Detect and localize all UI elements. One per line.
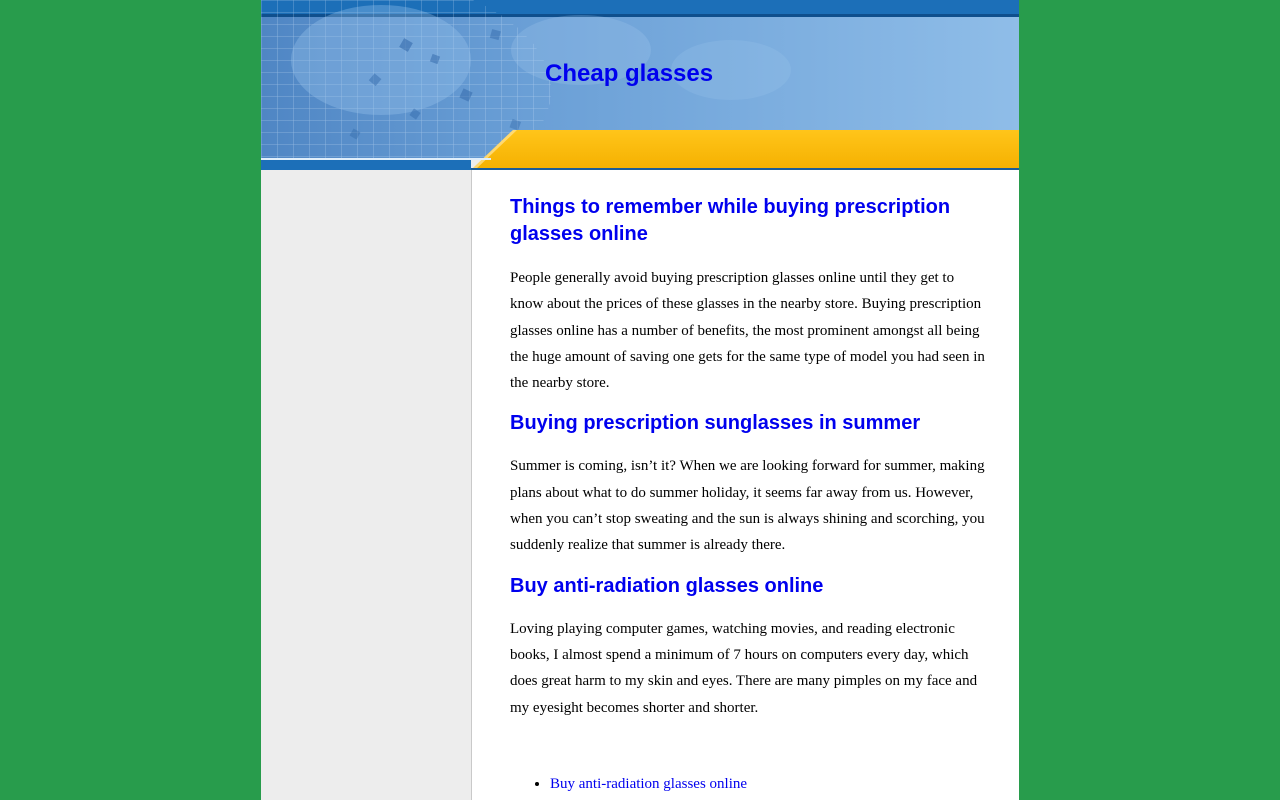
related-link[interactable]: Buy anti-radiation glasses online: [550, 776, 748, 792]
main-content: [471, 170, 1019, 800]
article-list: [510, 170, 990, 792]
page-container: [261, 0, 1019, 800]
site-title-link[interactable]: Cheap glasses: [545, 60, 714, 87]
list-item: [550, 774, 747, 794]
site-header: [261, 0, 1019, 170]
article-item: [510, 573, 990, 721]
article-heading: Buying prescription sunglasses in summer: [510, 412, 921, 435]
article-heading: Buy anti-radiation glasses online: [510, 574, 824, 597]
article-body: Summer is coming, isn’t it? When we are looking forward for summer, making plans about what to do summer holiday, it seems far away from us. However, when you can’t stop sweating and the sun is always shining and scorching, you suddenly realize that summer is already there.: [510, 458, 985, 554]
article-body: People generally avoid buying prescription glasses online until they get to know about the prices of these glasses in the nearby store. Buying prescription glasses online has a number of benefits, the most prominent amongst all being the huge amount of saving one gets for the same type of model you had seen in the nearby store.: [510, 270, 985, 392]
article-item: [510, 410, 990, 558]
article-item: [510, 170, 990, 396]
article-body: Loving playing computer games, watching movies, and reading electronic books, I almost spend a minimum of 7 hours on computers every day, which does great harm to my skin and eyes. There are many pimples on my face and my eyesight becomes shorter and shorter.: [510, 620, 978, 716]
related-links-list: [510, 774, 747, 794]
article-heading: Things to remember while buying prescription glasses online: [510, 196, 951, 245]
left-sidebar: [261, 170, 471, 800]
